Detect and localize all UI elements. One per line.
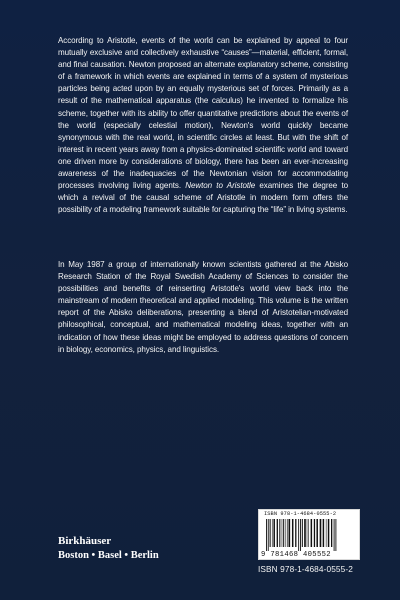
barcode-bar — [314, 519, 315, 547]
barcode-bar — [282, 519, 283, 547]
barcode-bar — [328, 519, 330, 547]
barcode-bar — [326, 519, 327, 547]
blurb-text-intro: According to Aristotle, events of the world can be explained by appeal to four mutually exclusive and collectively exhaustive “causes”—material, efficient, formal, and final causation. Newton proposed an alternate explanatory scheme, consisting of a framework in which events are explained in terms of a system of mysterious particles being acted upon by an equally mysterious set of forces. Primarily as a result of the mathematical apparatus (the calculus) he invented to formalize his scheme, together with its ability to offer quantitative predictions about the events of the world (especially celestial motion), Newton's world quickly became synonymous with the real world, in scientific circles at least. But with the shift of interest in recent years away from a physics-dominated scientific world and toward one driven more by considerations of biology, there has been an ever-increasing awareness of the inadequacies of the Newtonian vision for accommodating processes involving living agents. — [58, 36, 348, 191]
publisher-imprint — [58, 535, 159, 563]
barcode-bar — [335, 519, 336, 551]
isbn-number: ISBN 978-1-4684-0555-2 — [258, 564, 353, 574]
barcode-bar — [292, 519, 294, 547]
barcode-bar — [320, 519, 322, 547]
barcode-bar — [298, 519, 299, 551]
barcode-bar — [268, 519, 269, 551]
barcode-bar — [289, 519, 291, 547]
barcode-bar — [334, 519, 335, 551]
barcode-bars — [266, 519, 354, 551]
publisher-name: Birkhäuser — [58, 535, 112, 547]
barcode-bar — [316, 519, 318, 547]
barcode-bar — [279, 519, 280, 547]
barcode-bar — [273, 519, 275, 547]
book-title-mention: Newton to Aristotle — [185, 181, 256, 191]
blurb-text-continuation: examines the degree to which a revival of the causal scheme of Aristotle in modern form offers the possibility of a modeling framework suitable for capturing the “life” in living systems. — [58, 181, 349, 215]
barcode-bar — [304, 519, 306, 547]
barcode-bar — [331, 519, 332, 547]
barcode-bar — [300, 519, 301, 551]
isbn-barcode — [258, 509, 360, 560]
barcode-bar — [277, 519, 278, 547]
barcode-ean-digits: 9 781468 405552 — [261, 551, 331, 559]
barcode-isbn-label: ISBN 978-1-4684-0555-2 — [264, 511, 337, 517]
barcode-bar — [287, 519, 288, 547]
barcode-bar — [283, 519, 284, 547]
barcode-bar — [308, 519, 309, 547]
barcode-bar — [307, 519, 308, 547]
barcode-bar — [311, 519, 313, 547]
barcode-bar — [295, 519, 296, 547]
barcode-bar — [270, 519, 271, 547]
blurb-paragraph-1 — [58, 35, 348, 216]
barcode-bar — [302, 519, 303, 547]
blurb-paragraph-2-text: In May 1987 a group of internationally known scientists gathered at the Abisko Research Station of the Royal Swedish Academy of Sciences to consider the possibilities and benefits of reinserting Aristotle's world view back into the mainstream of modern theoretical and applied modeling. This volume is the written report of the Abisko deliberations, presenting a blend of Aristotelian-motivated philosophical, conceptual, and mathematical modeling ideas, together with an indication of how these ideas might be employed to address questions of concern in biology, economics, physics, and linguistics. — [58, 260, 348, 354]
publisher-cities: Boston • Basel • Berlin — [58, 550, 159, 561]
blurb-paragraph-2 — [58, 259, 348, 356]
barcode-bar — [286, 519, 287, 547]
barcode-bar — [323, 519, 325, 547]
barcode-bar — [266, 519, 267, 551]
barcode-bar — [272, 519, 273, 547]
